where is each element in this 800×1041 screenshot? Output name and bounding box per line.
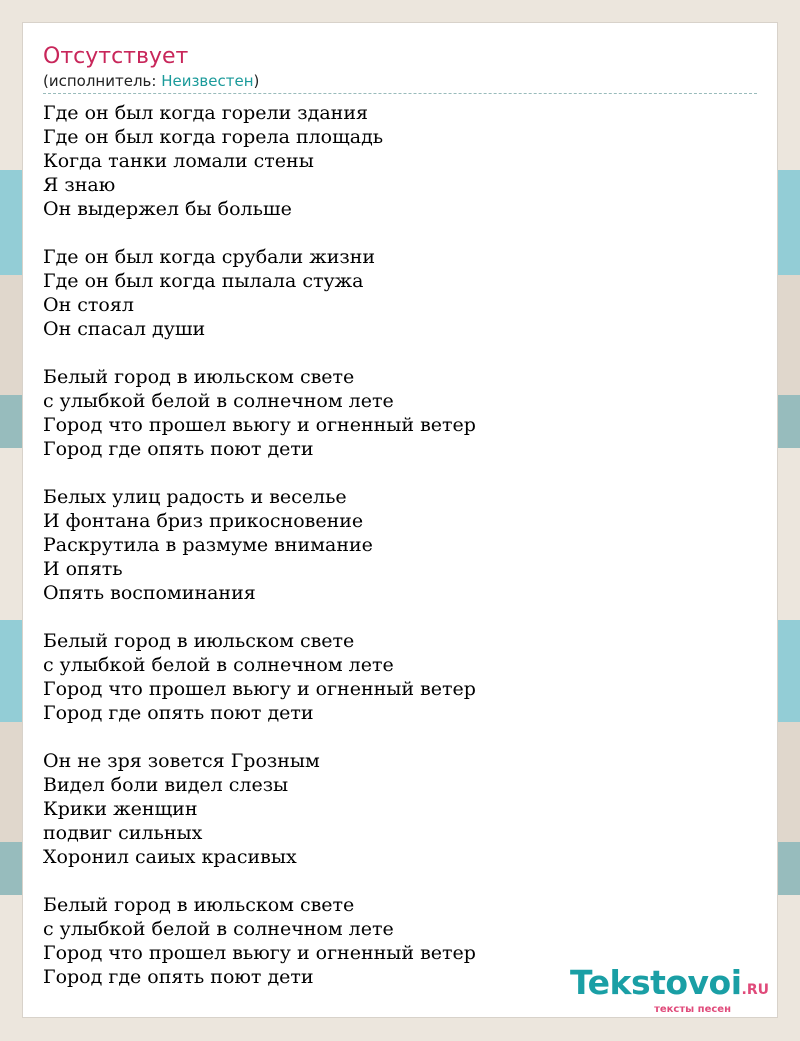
lyric-line: Где он был когда срубали жизни bbox=[43, 246, 376, 268]
lyric-blank-line bbox=[43, 869, 476, 893]
lyric-line: Он спасал души bbox=[43, 318, 206, 340]
lyric-line: Я знаю bbox=[43, 174, 116, 196]
lyric-line: Белых улиц радость и веселье bbox=[43, 486, 347, 508]
lyric-line: И опять bbox=[43, 558, 123, 580]
lyric-line: Город где опять поют дети bbox=[43, 702, 314, 724]
lyric-line: Видел боли видел слезы bbox=[43, 774, 289, 796]
lyric-line: Он стоял bbox=[43, 294, 134, 316]
lyric-line: Хоронил саиых красивых bbox=[43, 846, 297, 868]
artist-link[interactable]: Неизвестен bbox=[161, 72, 254, 90]
lyric-line: Он не зря зовется Грозным bbox=[43, 750, 320, 772]
logo-wordmark bbox=[570, 965, 769, 1008]
lyric-line: Город что прошел вьюгу и огненный ветер bbox=[43, 942, 476, 964]
artist-suffix: ) bbox=[253, 72, 260, 90]
lyric-line: Где он был когда горели здания bbox=[43, 102, 368, 124]
lyric-line: подвиг сильных bbox=[43, 822, 203, 844]
lyric-line: И фонтана бриз прикосновение bbox=[43, 510, 364, 532]
lyric-line: Где он был когда горела площадь bbox=[43, 126, 384, 148]
lyrics-text bbox=[43, 101, 476, 989]
lyric-blank-line bbox=[43, 605, 476, 629]
lyric-line: Белый город в июльском свете bbox=[43, 630, 355, 652]
lyric-line: Белый город в июльском свете bbox=[43, 366, 355, 388]
lyric-line: Крики женщин bbox=[43, 798, 198, 820]
artist-line bbox=[43, 71, 757, 94]
site-logo[interactable] bbox=[570, 965, 769, 1015]
lyric-blank-line bbox=[43, 341, 476, 365]
artist-prefix: (исполнитель: bbox=[43, 72, 162, 90]
lyric-line: с улыбкой белой в солнечном лете bbox=[43, 918, 394, 940]
lyric-blank-line bbox=[43, 725, 476, 749]
lyric-line: Раскрутила в размуме внимание bbox=[43, 534, 373, 556]
lyric-blank-line bbox=[43, 221, 476, 245]
lyric-line: с улыбкой белой в солнечном лете bbox=[43, 390, 394, 412]
lyric-line: Когда танки ломали стены bbox=[43, 150, 314, 172]
lyric-line: с улыбкой белой в солнечном лете bbox=[43, 654, 394, 676]
lyric-line: Город где опять поют дети bbox=[43, 438, 314, 460]
logo-name: Tekstovoi bbox=[569, 963, 742, 1002]
lyric-blank-line bbox=[43, 461, 476, 485]
lyric-line: Город что прошел вьюгу и огненный ветер bbox=[43, 678, 476, 700]
lyric-line: Опять воспоминания bbox=[43, 582, 256, 604]
lyric-line: Он выдержел бы больше bbox=[43, 198, 292, 220]
lyrics-card bbox=[22, 22, 778, 1018]
lyric-line: Белый город в июльском свете bbox=[43, 894, 355, 916]
logo-domain: .RU bbox=[741, 982, 769, 998]
lyric-line: Где он был когда пылала стужа bbox=[43, 270, 364, 292]
lyric-line: Город что прошел вьюгу и огненный ветер bbox=[43, 414, 476, 436]
lyric-line: Город где опять поют дети bbox=[43, 966, 314, 988]
logo-tagline: тексты песен bbox=[654, 1004, 731, 1015]
song-title: Отсутствует bbox=[43, 44, 189, 69]
